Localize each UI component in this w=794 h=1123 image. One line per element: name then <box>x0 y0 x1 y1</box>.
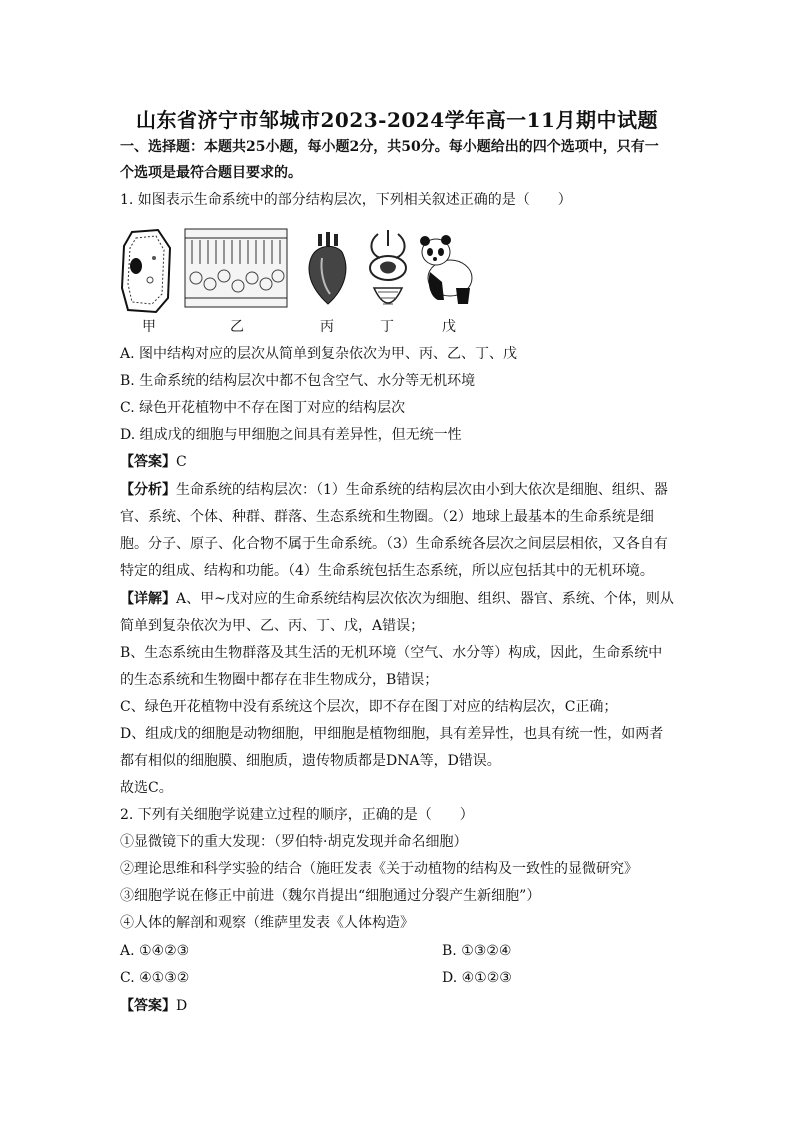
q2-stem: 2. 下列有关细胞学说建立过程的顺序，正确的是（ ） <box>120 807 474 823</box>
analysis-text-1: 生命系统的结构层次：（1）生命系统的结构层次由小到大依次是细胞、组织、器 <box>176 482 668 498</box>
answer-value-2: D <box>176 998 188 1014</box>
q1-detail-line-8: 故选C。 <box>120 780 173 796</box>
q2-item-3: ③细胞学说在修正中前进（魏尔肖提出“细胞通过分裂产生新细胞”） <box>120 888 541 904</box>
q1-detail-line-6: D、组成戊的细胞是动物细胞，甲细胞是植物细胞，具有差异性，也具有统一性，如两者 <box>120 726 664 742</box>
answer-tag-2: 【答案】 <box>120 998 176 1014</box>
q1-stem: 1. 如图表示生命系统中的部分结构层次，下列相关叙述正确的是（ ） <box>120 192 572 208</box>
figure-label-wu: 戊 <box>442 319 456 335</box>
q2-item-2: ②理论思维和科学实验的结合（施旺发表《关于动植物的结构及一致性的显微研究》 <box>120 861 638 877</box>
q2-item-4: ④人体的解剖和观察（维萨里发表《人体构造》 <box>120 915 414 931</box>
q1-detail-line-4: 的生态系统和生物圈中都存在非生物成分，B错误； <box>120 672 439 688</box>
detail-text-1: A、甲~戊对应的生命系统结构层次依次为细胞、组织、器官、系统、个体，则从 <box>176 591 674 607</box>
q1-analysis-line-3: 胞。分子、原子、化合物不属于生命系统。（3）生命系统各层次之间层层相依，又各自有 <box>120 536 668 552</box>
q2-option-c: C. ④①③② <box>120 970 190 986</box>
detail-tag: 【详解】 <box>120 591 176 607</box>
q2-option-a: A. ①④②③ <box>120 943 190 959</box>
q1-option-b: B. 生命系统的结构层次中都不包含空气、水分等无机环境 <box>120 373 476 389</box>
q1-detail-line-3: B、生态系统由生物群落及其生活的无机环境（空气、水分等）构成，因此，生命系统中 <box>120 645 663 661</box>
q2-answer <box>120 996 187 1016</box>
q1-option-a: A. 图中结构对应的层次从简单到复杂依次为甲、丙、乙、丁、戊 <box>120 346 518 362</box>
section-heading <box>120 134 680 186</box>
q1-analysis-line-1 <box>120 480 668 500</box>
figure-label-ding: 丁 <box>380 319 394 335</box>
figure-label-bing: 丙 <box>320 319 334 335</box>
q1-figure <box>118 228 488 338</box>
figure-label-yi: 乙 <box>230 319 244 335</box>
q1-option-d: D. 组成戊的细胞与甲细胞之间具有差异性，但无统一性 <box>120 427 462 443</box>
analysis-tag: 【分析】 <box>120 482 176 498</box>
panda-image <box>416 228 478 308</box>
section-line-1: 一、选择题：本题共25小题，每小题2分，共50分。每小题给出的四个选项中，只有一 <box>120 139 659 155</box>
q2-option-b: B. ①③②④ <box>442 943 512 959</box>
q1-analysis-line-4: 特定的组成、结构和功能。（4）生命系统包括生态系统，所以应包括其中的无机环境。 <box>120 563 654 579</box>
plant-cell-image <box>118 228 174 314</box>
page-title: 山东省济宁市邹城市2023-2024学年高一11月期中试题 <box>136 108 658 132</box>
q1-detail-line-2: 简单到复杂依次为甲、乙、丙、丁、戊，A错误； <box>120 618 425 634</box>
circulatory-system-image <box>364 228 412 314</box>
q1-detail-line-1 <box>120 589 674 609</box>
answer-tag: 【答案】 <box>120 454 176 470</box>
figure-label-jia: 甲 <box>142 319 156 335</box>
q2-option-d: D. ④①②③ <box>442 970 512 986</box>
q1-option-c: C. 绿色开花植物中不存在图丁对应的结构层次 <box>120 400 406 416</box>
section-line-2: 个选项是最符合题目要求的。 <box>120 165 302 181</box>
q1-detail-line-5: C、绿色开花植物中没有系统这个层次，即不存在图丁对应的结构层次，C正确； <box>120 699 618 715</box>
leaf-tissue-image <box>184 228 288 308</box>
q2-item-1: ①显微镜下的重大发现：（罗伯特·胡克发现并命名细胞） <box>120 834 468 850</box>
q1-detail-line-7: 都有相似的细胞膜、细胞质，遗传物质都是DNA等，D错误。 <box>120 753 501 769</box>
answer-value: C <box>176 454 187 470</box>
q1-answer <box>120 452 187 472</box>
heart-image <box>302 228 354 308</box>
q1-analysis-line-2: 官、系统、个体、种群、群落、生态系统和生物圈。（2）地球上最基本的生命系统是细 <box>120 509 654 525</box>
